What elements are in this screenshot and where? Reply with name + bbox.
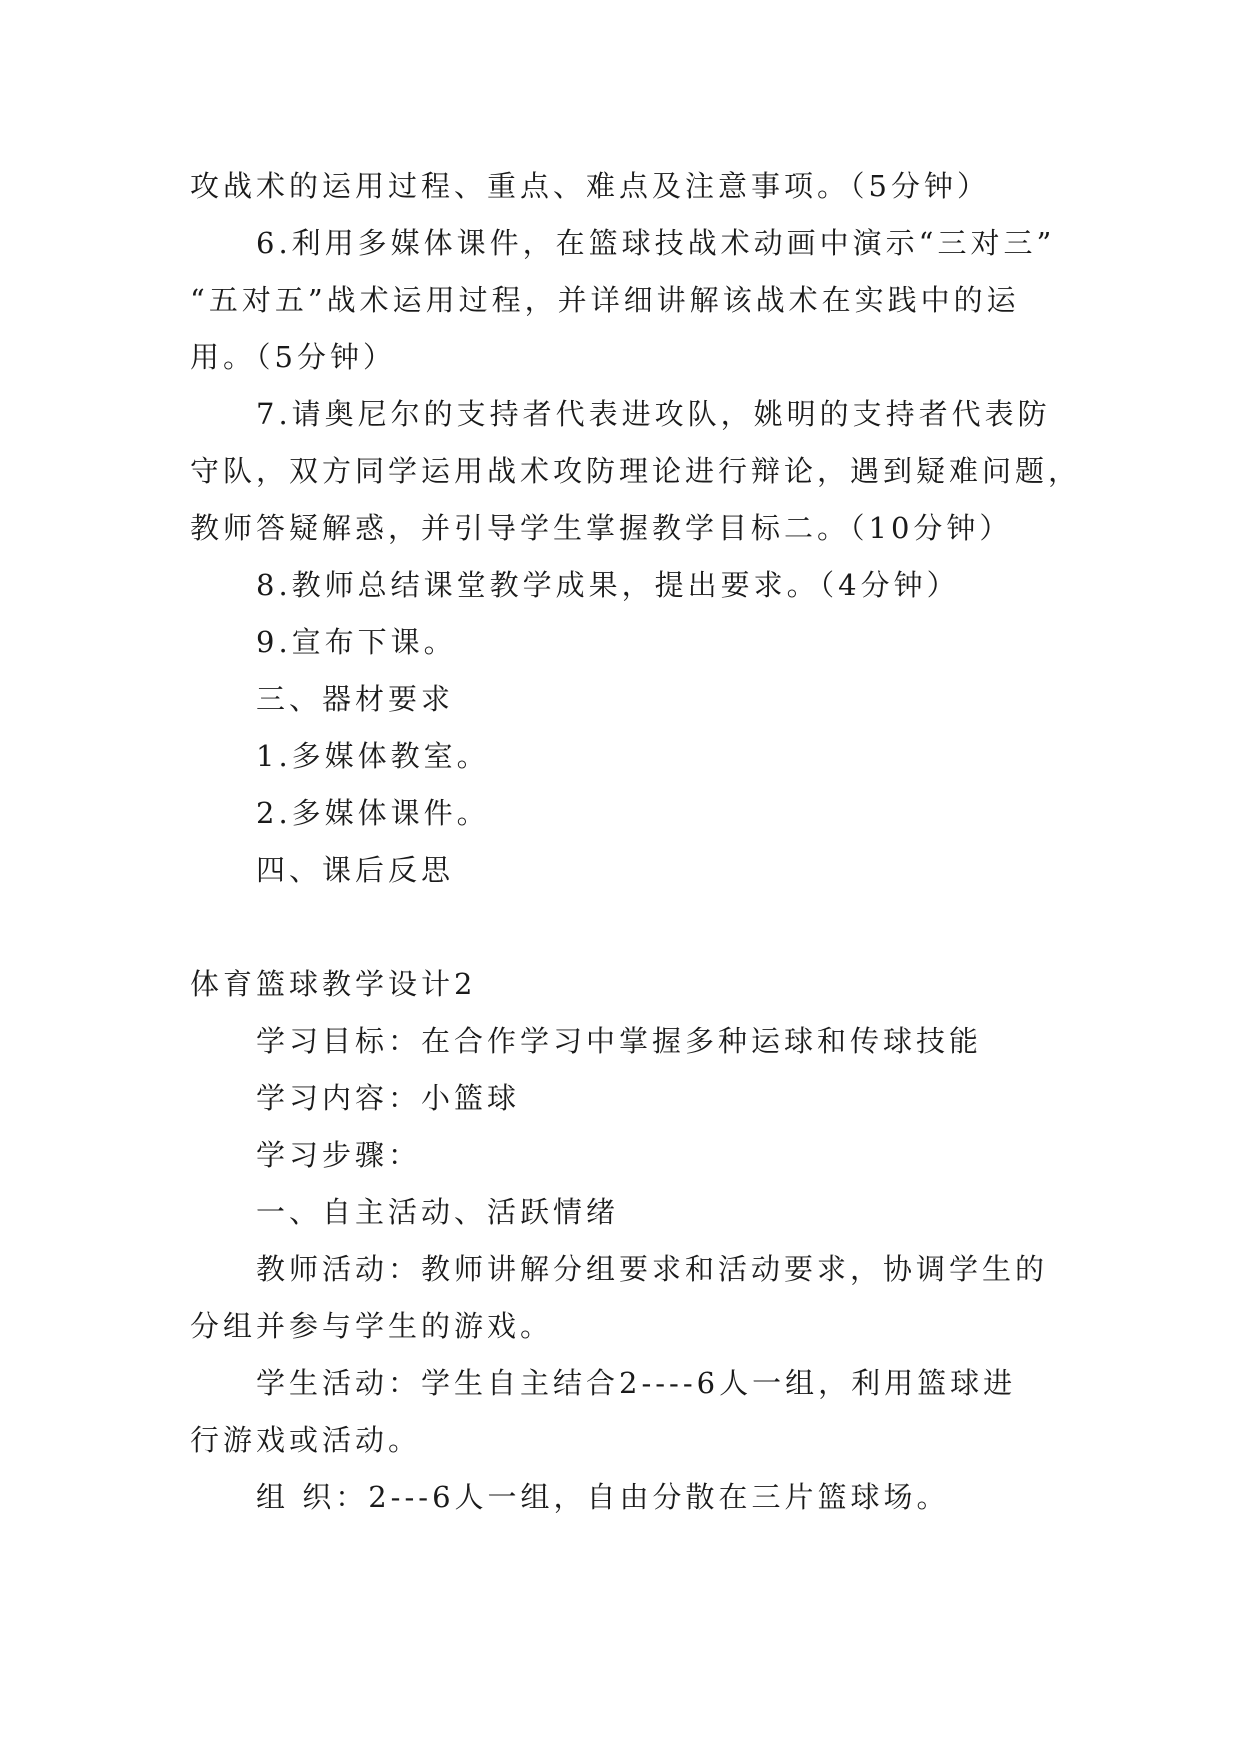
text-line: 教师活动：教师讲解分组要求和活动要求，协调学生的 [256, 1252, 1049, 1286]
text-line: 学习步骤： [256, 1138, 422, 1172]
text-line: 攻战术的运用过程、重点、难点及注意事项。（5分钟） [190, 169, 990, 203]
text-line: 1.多媒体教室。 [256, 739, 490, 773]
text-line: 2.多媒体课件。 [256, 796, 490, 830]
text-line: 学习内容：小篮球 [256, 1081, 521, 1115]
text-line: 分组并参与学生的游戏。 [190, 1309, 554, 1343]
text-line: 学习目标：在合作学习中掌握多种运球和传球技能 [256, 1024, 983, 1058]
text-line: “五对五”战术运用过程，并详细讲解该战术在实践中的运 [190, 283, 1020, 317]
text-line: 守队，双方同学运用战术攻防理论进行辩论，遇到疑难问题， [190, 454, 1082, 488]
text-line: 行游戏或活动。 [190, 1423, 422, 1457]
text-line: 教师答疑解惑，并引导学生掌握教学目标二。（10分钟） [190, 511, 1013, 545]
text-line: 学生活动：学生自主结合2----6人一组，利用篮球进 [256, 1366, 1017, 1400]
section-heading: 四、课后反思 [256, 853, 455, 887]
document-title: 体育篮球教学设计2 [190, 967, 477, 1001]
text-line: 9.宣布下课。 [256, 625, 457, 659]
section-heading: 一、自主活动、活跃情绪 [256, 1195, 620, 1229]
text-line: 用。（5分钟） [190, 340, 396, 374]
text-line: 6.利用多媒体课件，在篮球技战术动画中演示“三对三” [256, 226, 1056, 260]
section-heading: 三、器材要求 [256, 682, 455, 716]
text-line: 8.教师总结课堂教学成果，提出要求。（4分钟） [256, 568, 960, 602]
text-line: 组 织：2---6人一组，自由分散在三片篮球场。 [256, 1480, 950, 1514]
text-line: 7.请奥尼尔的支持者代表进攻队，姚明的支持者代表防 [256, 397, 1051, 431]
